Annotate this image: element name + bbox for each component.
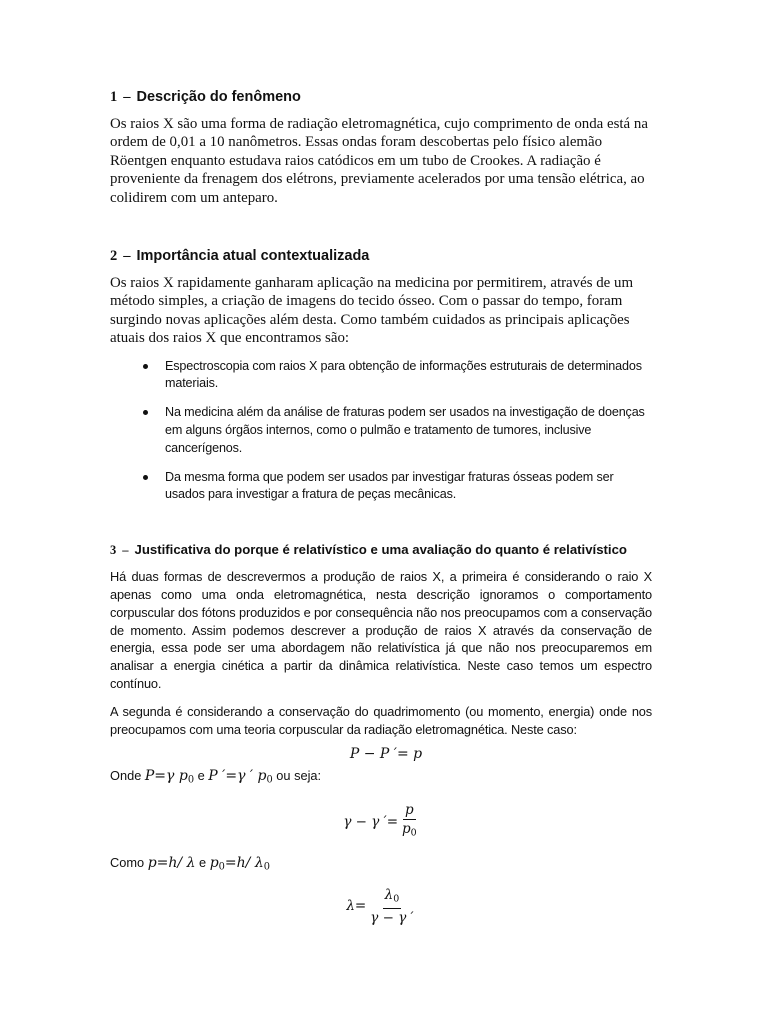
onde-line: [110, 768, 652, 785]
section-3-paragraph-2: A segunda é considerando a conservação do quadrimomento (ou momento, energia) onde nos preocupamos com uma teoria corpuscular da radiação eletromagnética. Neste caso:: [110, 703, 652, 737]
section-2-paragraph: Os raios X rapidamente ganharam aplicação na medicina por permitirem, através de um método simples, a criação de imagens do tecido ósseo. Com o passar do tempo, foram surgindo novas aplicações além desta. Como também cuidados as principais aplicações atuais dos raios X que encontramos são:: [110, 275, 634, 347]
section-1-paragraph: Os raios X são uma forma de radiação eletromagnética, cujo comprimento de onda está na ordem de 0,01 a 10 nanômetros. Essas ondas foram descobertas pelo físico alemão Röentgen enquanto estudava raios catódicos em um tubo de Crookes. A radiação é proveniente da frenagem dos elétrons, previamente acelerados por uma tensão elétrica, ao colidirem com um anteparo.: [110, 116, 648, 206]
section-3-heading: [110, 537, 652, 560]
section-title: Importância atual contextualizada: [136, 248, 370, 265]
section-number: 1: [110, 89, 118, 105]
list-item-text: Espectroscopia com raios X para obtenção de informações estruturais de determinados materiais.: [165, 358, 642, 391]
fraction: [400, 802, 419, 841]
onde-label: Onde: [110, 768, 142, 784]
bullet-icon: [143, 364, 148, 369]
como-line: [110, 855, 652, 872]
section-2-heading: [110, 243, 652, 266]
fraction-denominator: γ − γ ′: [370, 910, 414, 926]
equation-wavelength: [110, 887, 652, 926]
section-title: Descrição do fenômeno: [136, 89, 301, 105]
list-item: [110, 469, 652, 505]
equation-lhs: λ=: [346, 898, 367, 915]
section-dash: –: [123, 248, 131, 265]
section-dash: –: [122, 543, 129, 558]
list-item-text: Na medicina além da análise de fraturas podem ser usados na investigação de doenças em alguns órgãos internos, como o pulmão e tratamento de tumores, inclusive cancerígenos.: [165, 405, 645, 455]
equation-p-wavelength: p=h/ λ: [147, 855, 196, 872]
document-page: [110, 84, 652, 926]
equation-P-prime: P ′=γ ′ $p_0$: [208, 768, 273, 786]
ou-seja-label: ou seja:: [276, 768, 322, 784]
section-3-paragraph-1: Há duas formas de descrevermos a produção de raios X, a primeira é considerando o raio X apenas como uma onda eletromagnética, nesta descrição ignoramos o comportamento corpuscular dos fótons produzidos e por consequência não nos preocupamos com a conservação de momento. Assim podemos descrever a produção de raios X através da conservação de energia, essa pode ser uma abordagem não relativística já que não nos preocuparemos em analisar a energia cinética a partir da dinâmica relativística. Neste caso temos um espectro contínuo.: [110, 569, 652, 692]
equation-gamma-difference: [110, 802, 652, 841]
como-label: Como: [110, 855, 145, 871]
fraction: [368, 887, 415, 926]
equation-P: P=γ $p_0$: [144, 768, 195, 786]
fraction-denominator: $p_0$: [402, 820, 417, 839]
section-dash: –: [123, 89, 131, 105]
equation-momentum-conservation: P − P ′= p: [349, 746, 423, 763]
section-number: 2: [110, 248, 118, 265]
section-title: Justificativa do porque é relativístico e uma avaliação do quanto é relativístico: [134, 542, 627, 558]
list-item: [110, 404, 652, 457]
fraction-numerator: $\lambda_0$: [383, 887, 402, 909]
list-item: [110, 358, 652, 394]
section-1-heading: [110, 84, 652, 107]
equation-lhs: γ − γ ′=: [343, 813, 399, 830]
e-label: e: [197, 768, 205, 784]
fraction-numerator: p: [405, 801, 414, 818]
list-item-text: Da mesma forma que podem ser usados par investigar fraturas ósseas podem ser usados para investigar a fratura de peças mecânicas.: [165, 469, 614, 502]
bullet-icon: [143, 410, 148, 415]
e-label: e: [199, 855, 207, 871]
equation-p0-wavelength: $p_0=h/$ $\lambda_0$: [209, 855, 270, 873]
applications-list: [110, 358, 652, 505]
bullet-icon: [143, 475, 148, 480]
section-number: 3: [110, 543, 117, 558]
